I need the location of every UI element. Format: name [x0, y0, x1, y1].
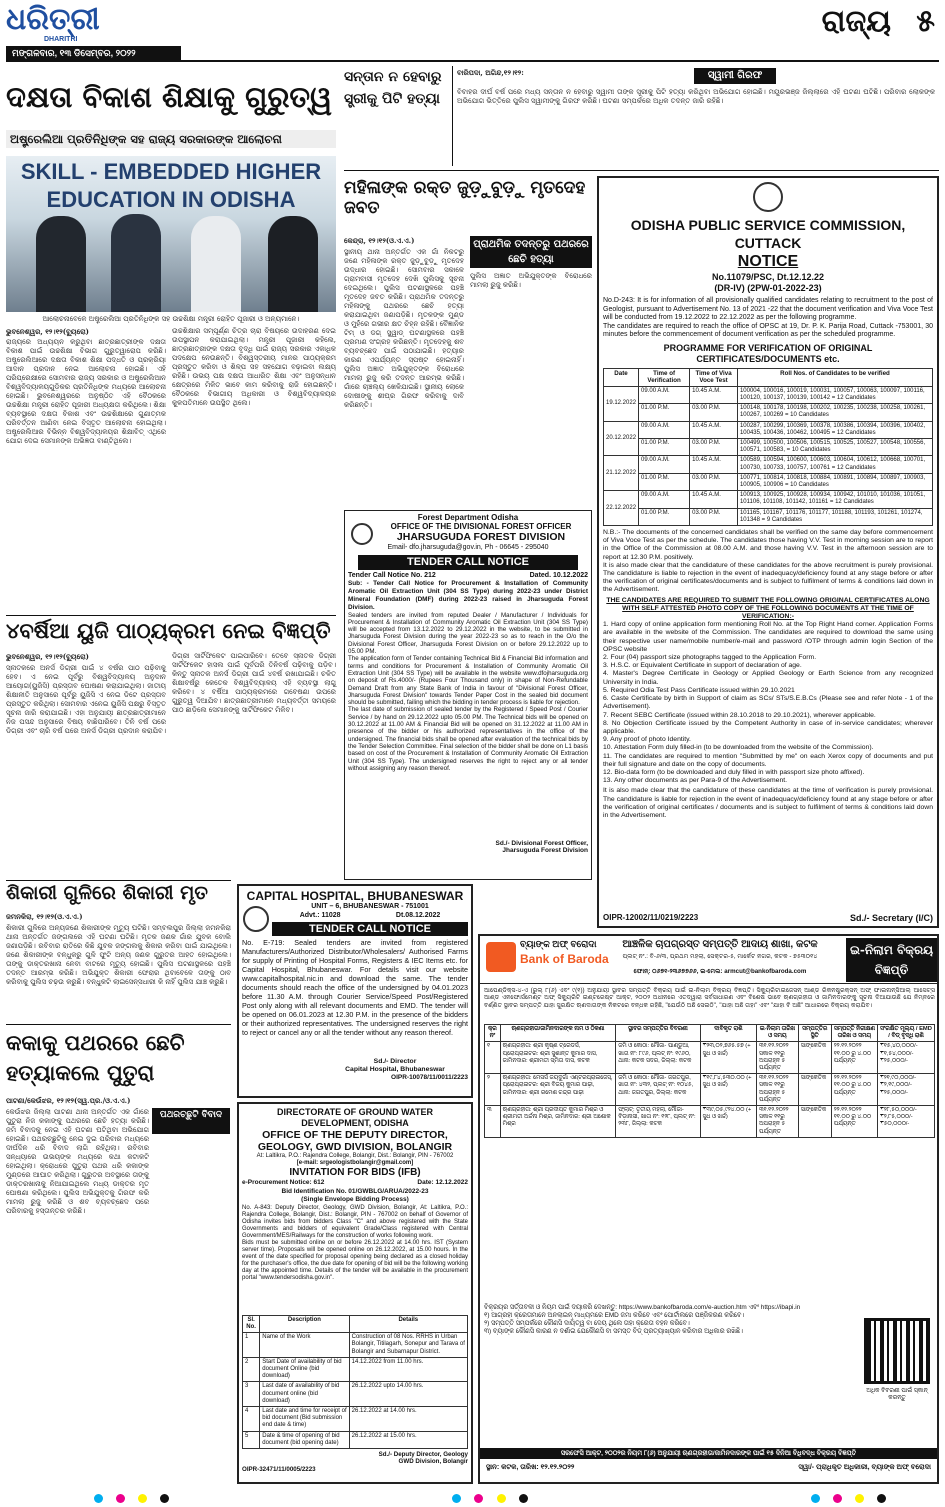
table-cell: ୨୨.୧୨.୨୦୨୨ ୧୧.୦୦ ରୁ ୪.୦୦ ପର୍ଯ୍ୟନ୍ତ [831, 1074, 877, 1106]
opsc-doc-item: 4. Master's Degree Certificate in Geology or Applied Geology or Earth Science from any recognized University in India. [603, 670, 933, 686]
story6-dateline: କେନ୍ଦ୍ରା, ୧୨।୧୨(ଓ.ଏ.ଏ.) [344, 236, 415, 245]
divider [6, 880, 231, 881]
forest-ad-title: TENDER CALL NOTICE [358, 555, 578, 570]
opsc-docs-list [603, 621, 933, 785]
table-cell: 03.00 P.M. [690, 404, 738, 421]
story1-body-right: ଉଚ୍ଚଶିକ୍ଷାର ସମ୍ପୂର୍ଣ୍ଣ ଚିତ୍ର ଚାରା ବିଷୟରେ ଉଦାହରଣ ଦେଇ ଉପସ୍ଥାପନ କରାଯାଇଥିଲା। ମନ୍ତ୍ରୀ ପୂଜାରୀ କହିଲେ, ଛାତ୍ରଛାତ୍ରୀଙ୍କ ଦକ୍ଷତା ବୃଦ୍ଧି ପାଇଁ ରାଜ୍ୟ ସରକାର ଏକାଧିକ ପଦକ୍ଷେପ ନେଉଛନ୍ତି। ବିଶ୍ୱସ୍ତରୀୟ ମାନର ପାଠ୍ୟକ୍ରମ ପ୍ରସ୍ତୁତ କରିବା ଓ ଶିଳ୍ପ ସହ ସହଯୋଗ ବଢ଼ାଇବା ଲକ୍ଷ୍ୟ ରହିଛି। ଉଭୟ ପକ୍ଷ ଦକ୍ଷତା ଆଧାରିତ ଶିକ୍ଷା ଏବଂ ଅନୁସନ୍ଧାନ କ୍ଷେତ୍ରରେ ମିଳିତ ଭାବେ କାମ କରିବାକୁ ରାଜି ହୋଇଛନ୍ତି। ବୈଠକରେ ବିଭାଗୀୟ ଅଧିକାରୀ ଓ ବିଶ୍ୱବିଦ୍ୟାଳୟର କୁଳପତିମାନେ ଉପସ୍ଥିତ ଥିଲେ। [172, 327, 339, 407]
divider [6, 615, 336, 616]
magenta-swatch [474, 1494, 483, 1503]
table-cell: 5 [243, 1431, 260, 1448]
table-row [604, 386, 933, 403]
gwd-date: Date: 12.12.2022 [417, 1179, 468, 1186]
table-row [604, 473, 933, 490]
table-cell: Construction of 08 Nos. RRHS in Urban Bolangir, Titilagarh, Sonepur and Tarava of Bolangir and Subarnapur District. [349, 1333, 467, 1358]
story4-kicker: ପଥରଚ୍ଛୁଟି ବିବାଦ [152, 1108, 230, 1134]
table-cell: ₹୨୧,୯୦,୦୦୦/- ₹୨,୧୯,୦୦୦/- ₹୨୫,୦୦୦/- [877, 1074, 934, 1106]
black-swatch [519, 1494, 528, 1503]
table-cell: ଋଣଗ୍ରହୀତା: ଶ୍ରୀ କୃଷ୍ଣ ଟ୍ରେଡର୍ସ, ପ୍ରୋପ୍ରାଇଟର: ଶ୍ରୀ ସୁଶାନ୍ତ କୁମାର ଦାସ, ଜାମିନଦାର: ଶ୍ରୀମତୀ ସ୍ମିତା ଦାସ, କଟକ [500, 1042, 616, 1074]
table-cell: 01.00 P.M. [639, 439, 690, 456]
hospital-advt: Advt.: 11028 [299, 911, 341, 919]
table-row [485, 1074, 935, 1106]
gwd-procure-no: e-Procurement Notice: 612 [242, 1179, 325, 1186]
table-row [243, 1382, 468, 1407]
opsc-intro: No.D-243: It is for information of all provisionally qualified candidates relating to recruitment to the post of Geologist, pursuant to Advertisement No. 13 of 2021 -22 that the document verification and Viva Voce Test will be conducted from 19.12.2022 to 22.12.2022 as per the following programme. The candidates are required to reach the office of OPSC at 19, Dr. P. K. Parija Road, Cuttack -753001, 30 minutes before the commencement of document verification as per the scheduled programme. [603, 297, 933, 339]
forest-emblem-icon [351, 523, 373, 545]
opsc-emblem-icon [753, 182, 783, 212]
table-cell: ୩୧.୧୨.୨୦୨୨ ସକାଳ ୧୧ରୁ ଅପରାହ୍ନ ୫ ପର୍ଯ୍ୟନ୍ତ [756, 1042, 798, 1074]
table-cell: ₹୨୮,୫୦,୦୦୦/- ₹୨,୮୫,୦୦୦/- ₹୫୦,୦୦୦/- [877, 1106, 934, 1138]
table-cell: ୩ [485, 1106, 501, 1138]
table-cell: ୧ [485, 1042, 501, 1074]
table-cell: 14.12.2022 from 11.00 hrs. [349, 1357, 467, 1382]
opsc-header-cell: Time of Viva Voce Test [690, 368, 738, 386]
table-row [604, 491, 933, 508]
table-cell: 20.12.2022 [604, 421, 639, 456]
color-swatch-group [448, 1488, 531, 1498]
table-cell: ସାଙ୍କେତିକ [798, 1106, 831, 1138]
forest-ad-dated: Dated. 10.12.2022 [529, 571, 588, 579]
table-cell: 22.12.2022 [604, 491, 639, 526]
opsc-programme-title: PROGRAMME FOR VERIFICATION OF ORIGINAL CERTIFICATES/DOCUMENTS etc. [663, 342, 873, 364]
table-cell: 26.12.2022 upto 14.00 hrs. [349, 1382, 467, 1407]
opsc-header-cell: Date [604, 368, 639, 386]
story2-body-left: ସ୍ନାତକରେ ଅନର୍ସ ଡିଗ୍ରୀ ପାଇଁ ୪ ବର୍ଷର ପାଠ ପଢ଼ିବାକୁ ହେବ। ଏ ନେଇ ପୂର୍ବରୁ ବିଶ୍ୱବିଦ୍ୟାଳୟ ଅନୁଦାନ ଆୟୋଗ(ୟୁଜିସି) ପ୍ରସ୍ତାବ ଘୋଷଣା କରାଯାଇଥିଲା। ଜାତୀୟ ଶିକ୍ଷାନୀତି ଅନୁସାରେ ପୂର୍ବରୁ ୟୁଜିସି ଏ ନେଇ ଡିଟେ ପ୍ରସ୍ତାବ ପ୍ରସ୍ତୁତ କରିଥିଲା। ସୋମବାର ଏନେଇ ୟୁଜିସି ପକ୍ଷରୁ ବିସ୍ତୃତ ସୂଚନା ଜାରି କରାଯାଇଛି। ଏହା ଅନୁଯାୟୀ ଛାତ୍ରଛାତ୍ରୀମାନେ ନିଜ ପସନ୍ଦ ଅନୁସାରେ ବିଷୟ ବାଛିପାରିବେ। ତିନି ବର୍ଷ ପରେ ଡିଗ୍ରୀ ଏବଂ ଚାରି ବର୍ଷ ପରେ ଅନର୍ସ ଡିଗ୍ରୀ ପ୍ରଦାନ କରାଯିବ। [6, 664, 169, 735]
forest-ad-division: JHARSUGUDA FOREST DIVISION [396, 531, 566, 544]
table-cell: Last date of availability of bid document online (bid download) [260, 1382, 349, 1407]
table-cell: ₹୩୯,୦୫,୯୨୪.୦୦ (+ ସୁଧ ଓ ଖର୍ଚ୍ଚ) [700, 1106, 756, 1138]
forest-ad-sign: Sd./- Divisional Forest Officer, Jharsuguda Forest Division [495, 839, 588, 855]
yellow-swatch [497, 1494, 506, 1503]
table-row [604, 439, 933, 456]
table-cell: 01.00 P.M. [639, 508, 690, 525]
hospital-body: No. E-719: Sealed tenders are invited from registered Manufacturers/Authorized Distributor/Wholesalers/ Authorised Farms for supply of Printing of Hospital Forms, Registers & IEC Items etc. for Capital Hospital, Bhubaneswar. For details visit our website www.capitalhospital.nic.in and download the same. The tender documents should reach the office of the undersigned by 04.01.2023 before 11.30 A.M. through Courier Service/Speed Post/Registered Post only along with all relevant documents and EMD. The tender will be opened on 06.01.2023 at 12.30 P.M. in the presence of the bidders or their authorized representatives. The undersigned reserves the right to reject or cancel any or all the tender without any reason thereof. [242, 938, 468, 1038]
story5-body: ବିବାହର ଦୀର୍ଘ ବର୍ଷ ପରେ ମଧ୍ୟ ସନ୍ତାନ ନ ହେବାରୁ ସ୍ୱାମୀ ତାଙ୍କ ସ୍ତ୍ରୀକୁ ପିଟି ହତ୍ୟା କରିଥିବା ଅଭିଯୋଗ ହୋଇଛି। ମୟୂରଭଞ୍ଜ ଜିଲ୍ଲାରେ ଏହି ଘଟଣା ଘଟିଛି। ପରିବାର ଲୋକଙ୍କ ଅଭିଯୋଗ ଭିତ୍ତିରେ ପୁଲିସ ସ୍ୱାମୀଙ୍କୁ ଗିରଫ କରିଛି। ଘଟଣା ସମ୍ପର୍କରେ ଅଧିକ ତଦନ୍ତ ଜାରି ରହିଛି। [457, 88, 938, 105]
table-cell: 09.00 A.M. [639, 491, 690, 508]
table-cell: Date & time of opening of bid document (bid opening date) [260, 1431, 349, 1448]
section-label: ରାଜ୍ୟ [821, 4, 891, 39]
story5-kicker: ସ୍ୱାମୀ ଗିରଫ [694, 68, 776, 84]
person-silhouette [111, 214, 161, 312]
bob-header-cell: ଇ-ନିଲାମ ତାରିଖ ଓ ସମୟ [756, 1025, 798, 1042]
table-cell: ₹୧୯,୮୪,୫୩୦.୦୦ (+ ସୁଧ ଓ ଖର୍ଚ୍ଚ) [700, 1074, 756, 1106]
hospital-title: CAPITAL HOSPITAL, BHUBANESWAR [246, 889, 464, 903]
table-cell: ₹୨୩,୦୨,୭୬୫.୫୭ (+ ସୁଧ ଓ ଖର୍ଚ୍ଚ) [700, 1042, 756, 1074]
bob-address: ପ୍ଲଟ୍ ନଂ.: ବି-୬/୩, ପ୍ରଥମ ମହଲା, ସେକ୍ଟର-୫, ମାର୍କେଟ ନଗର, କଟକ - ୭୫୩୦୧୪ [622, 953, 818, 960]
gwd-body: No. A-843: Deputy Director, Geology, GWD Division, Bolangir, At: Laltikra, P.O.: Rajendra College, Bolangir, Dist.: Bolangir, PIN - 767002 on behalf of Governor of Odisha invites bids from bidders Class "C" and above registered with the State Governments and bidders of equivalent Grade/Class registered with Central Government/MES/Railways for the construction of works following work. Bids must be submitted online on or before 26.12.2022 at 14.00 hrs. IST (System server time). Proposals will be opened online on 26.12.2022, at 15.00 hours. In the event of the date specified for proposal opening being declared as a closed holiday for the purchaser's office, the due date for opening of bid will be the following working day at the appointed time. Details of the tender will be available in the procurement portal "www.tendersodisha.gov.in". [242, 1204, 468, 1281]
masthead-rule [6, 60, 939, 62]
forest-ad-body: Sealed tenders are invited from reputed Dealer / Manufacturer / Individuals for Procurement & Installation of Community Aromatic Oil Extraction Unit (304 SS Type) will be accepted from 13.12.2022 to 29.12.2022 in the website, to be submitted in Jharsuguda Forest Division during the year 2022-23 so as to reach in the O/o the Divisional Forest Officer, Jharsuguda Forest Division on or before 29.12.2022 up to 05.00 PM. The application form of Tender containing Technical Bid & Financial Bid information and terms and conditions for Procurement & Installation of Community Aromatic Oil Extraction Unit (304 SS Type) will be available in the website www.dfojharsuguda.org on deposit of Rs.4000/- (Rupees Four Thousand only) in shape of Non-Refundable Demand Draft from any State Bank of India in favour of "Divisional Forest Officer, Jharsuguda Forest Division" towards Tender Paper Cost in the sealed bid document should be submitted, failing which the bidding in tender process is liable for rejection. The last date of submission of sealed tender by the Registered / Speed Post / Courier Service / by hand on 29.12.2022 upto 05.00 PM. The Technical bids will be opened on 30.12.2022 at 11.00 AM & Financial Bid will be opened on 31.12.2022 at 11.00 AM in presence of the bidder or his authorized representatives in the office of the undersigned. The financial bids shall be opened after evaluation of the technical bids by the Tender Selection Committee. Final selection of the bidder shall be done on L1 basis based on cost of the Procurement & Installation of Community Aromatic Oil Extraction Unit (304 SS Type). The undersigned reserves the right to reject any or all tender without assigning any reason thereof. [348, 611, 588, 772]
table-row [243, 1431, 468, 1448]
table-cell: 100771, 100814, 100818, 100884, 100891, 100894, 100897, 100903, 100905, 100906 = 10 Candidates [737, 473, 932, 490]
yellow-swatch [855, 1494, 864, 1503]
story3-headline: ଶିକାରୀ ଗୁଳିରେ ଶିକାରୀ ମୃତ [6, 882, 208, 904]
table-cell: 09.00 A.M. [639, 421, 690, 438]
hospital-sign: Sd./- Director Capital Hospital, Bhubaneswar [345, 1058, 445, 1074]
black-swatch [877, 1494, 886, 1503]
story2-body-right: ଡିଗ୍ରୀ ସାର୍ଟିଫିକେଟ ପାଇପାରିବେ। ତେବେ ସ୍ନାତକ ଡିଗ୍ରୀ ସାର୍ଟିଫିକେଟ ହାସଲ ପାଇଁ ପୂର୍ବପରି ତିନିବର୍ଷ ପଢ଼ିବାକୁ ପଡ଼ିବ। କିନ୍ତୁ ସ୍ନାତକ ଅନର୍ସ ଡିଗ୍ରୀ ପାଇଁ ୪ବର୍ଷ ରଖାଯାଇଛି। ଚଳିତ ଶିକ୍ଷାବର୍ଷରୁ କେତେକ ବିଶ୍ୱବିଦ୍ୟାଳୟ ଏହି ବ୍ୟବସ୍ଥା ଲାଗୁ କରିବେ। ୪ ବର୍ଷିଆ ପାଠ୍ୟକ୍ରମରେ ଗବେଷଣା ଉପରେ ଗୁରୁତ୍ୱ ଦିଆଯିବ। ଛାତ୍ରଛାତ୍ରୀମାନେ ମଧ୍ୟବର୍ତ୍ତୀ ସମୟରେ ପାଠ ଛାଡ଼ିଲେ ସେମାନଙ୍କୁ ସାର୍ଟିଫିକେଟ ମିଳିବ। [172, 652, 339, 714]
bob-place: ସ୍ଥାନ: କଟକ, ତାରିଖ: ୧୨.୧୨.୨୦୨୨ [486, 1464, 575, 1471]
bob-footer: ସରଫେସି ଆକ୍ଟ, ୨୦୦୨ର ନିୟମ ୮(୬) ଅନୁଯାୟୀ ଋଣଗ୍ରହୀତା/ଜାମିନଦାରଙ୍କ ପାଇଁ ୧୫ ଦିନିଆ ବିଧିବଦ୍ଧ ବିକ୍ରୟ ବିଜ୍ଞପ୍ତି [480, 1448, 937, 1459]
forest-ad-notice-no: Tender Call Notice No. 212 [348, 571, 436, 579]
table-cell: 10.45 A.M. [690, 386, 738, 403]
table-cell: 09.00 A.M. [639, 386, 690, 403]
story6-headline: ମହିଳାଙ୍କ ରକ୍ତ ଜୁଡ଼ୁବୁଡ଼ୁ ମୃତଦେହ ଜବତ [344, 178, 586, 218]
bob-brand: ବ୍ୟାଙ୍କ ଅଫ୍ ବରୋଦା [520, 939, 597, 949]
opsc-schedule-table [603, 368, 933, 526]
opsc-header-cell: Roll Nos. of Candidates to be verified [737, 368, 932, 386]
table-cell: Start Date of availability of bid document Online (bid download) [260, 1357, 349, 1382]
bob-terms: ବିକ୍ରୟର ସର୍ତ୍ତାବଳୀ ଓ ନିୟମ ପାଇଁ ଦୟାକରି ଦେଖନ୍ତୁ: https://www.bankofbaroda.com/e-auction.htm ଏବଂ https://ibapi.in ୧) ଆଗ୍ରହୀ କ୍ରେତାମାନେ ଅନଲାଇନ୍ ମାଧ୍ୟମରେ EMD ଜମା କରିବେ ଏବଂ ପୋର୍ଟାଲରେ ପଞ୍ଜିକରଣ କରିବେ। ୨) ସମ୍ପତ୍ତି ସମ୍ପର୍କରେ କୌଣସି ଦାୟିତ୍ୱ ବା ଦେୟ ଥିଲେ ତାହା କ୍ରେତା ବହନ କରିବେ। ୩) ବ୍ୟାଙ୍କ କୌଣସି କାରଣ ନ ଦର୍ଶାଇ ଯେକୌଣସି ବା ସମସ୍ତ ବିଡ୍ ପ୍ରତ୍ୟାଖ୍ୟାନ କରିବାର ଅଧିକାର ରଖିଛି। [484, 1304, 801, 1335]
opsc-oipr: OIPR-12002/11/0219/2223 [603, 913, 699, 923]
gwd-process: (Single Envelope Bidding Process) [301, 1196, 409, 1204]
table-cell: 100913, 100925, 100928, 100934, 100942, 101010, 101036, 101051, 101106, 101108, 101142, 101161 = 12 Candidates [737, 491, 932, 508]
gwd-email: [e-mail: srgeologistbolangir@gmail.com] [296, 1160, 414, 1166]
story3-dateline: ଜମନକିରା, ୧୨।୧୨(ଓ.ଏ.ଏ.) [6, 912, 83, 921]
gwd-address: At: Laltikra, P.O.: Rajendra College, Bolangir, Dist.: Bolangir, PIN - 767002 [256, 1153, 454, 1159]
story1-body-left: ରାଜ୍ୟରେ ଅଧ୍ୟୟନ କରୁଥିବା ଛାତ୍ରଛାତ୍ରୀଙ୍କ ଦକ୍ଷତା ବିକାଶ ପାଇଁ ଉଚ୍ଚଶିକ୍ଷା ବିଭାଗ ଗୁରୁତ୍ୱାରୋପ କରିଛି। ଅଷ୍ଟ୍ରେଲିଆରେ ଦକ୍ଷତା ବିକାଶ ଶିକ୍ଷା ପଦ୍ଧତି ଓ ପ୍ରକ୍ରିୟା ଆଦାନ ପ୍ରଦାନ ନେଇ ଆଲୋଚନା ହୋଇଛି। ଏହି ପରିପ୍ରେକ୍ଷୀରେ ସୋମବାର ରାଜ୍ୟ ସରକାର ଓ ଅଷ୍ଟ୍ରେଲିଆନ ବିଶ୍ୱବିଦ୍ୟାଳୟଗୁଡ଼ିକର ପ୍ରତିନିଧିଙ୍କ ମଧ୍ୟରେ ଆଲୋଚନା ହୋଇଛି। ଭୁବନେଶ୍ୱରରେ ଅନୁଷ୍ଠିତ ଏହି ବୈଠକରେ ଉଚ୍ଚଶିକ୍ଷା ମନ୍ତ୍ରୀ ରୋହିତ ପୂଜାରୀ ଅଧ୍ୟକ୍ଷତା କରିଥିଲେ। ଶିକ୍ଷା ବ୍ୟବସ୍ଥାରେ ଦକ୍ଷତା ବିକାଶ ଏବଂ ଉଚ୍ଚଶିକ୍ଷାରେ ଗୁଣାତ୍ମକ ପରିବର୍ତ୍ତନ ଆଣିବା ନେଇ ବିସ୍ତୃତ ଆଲୋଚନା ହୋଇଥିଲା। ଅଷ୍ଟ୍ରେଲିଆର ବିଭିନ୍ନ ବିଶ୍ୱବିଦ୍ୟାଳୟର ଶିକ୍ଷାବିତ୍ ଏଥିରେ ଯୋଗ ଦେଇ ସେମାନଙ୍କ ଅଭିଜ୍ଞତା ବାଣ୍ଟିଥିଲେ। [6, 338, 169, 445]
bob-header-cell: ଦାବିକୃତ ରାଶି [700, 1025, 756, 1042]
table-cell: ଋଣଗ୍ରହୀତା: ମେସର୍ସ ଜୟଦୁର୍ଗା ଏଣ୍ଟରପ୍ରାଇଜେସ୍, ପ୍ରୋପ୍ରାଇଟର: ଶ୍ରୀ ବିଜୟ କୁମାର ପାଢ଼ୀ, ଜାମିନଦାର: ଶ୍ରୀ ରମେଶ ଚନ୍ଦ୍ର ପାଢ଼ୀ [500, 1074, 616, 1106]
gwd-invitation: INVITATION FOR BIDS (IFB) [289, 1167, 421, 1178]
masthead-dateline: ମଙ୍ଗଳବାର, ୧୩ ଡିସେମ୍ବର, ୨୦୨୨ [6, 46, 181, 60]
opsc-doc-item: 11. The candidates are required to mention "Submitted by me" on each Xerox copy of documents and put their full signature and date on the copy of documents. [603, 752, 933, 768]
story1-subhead: ଅଷ୍ଟ୍ରେଲିଆ ପ୍ରତିନିଧିଙ୍କ ସହ ରାଜ୍ୟ ସରକାରଙ୍କ ଆଲୋଚନା [6, 130, 336, 148]
divider [452, 66, 453, 166]
bob-header-cell: କ୍ର ନଂ [485, 1025, 501, 1042]
table-cell: ₹୧୫,୪୦,୦୦୦/- ₹୧,୫୪,୦୦୦/- ₹୨୫,୦୦୦/- [877, 1042, 934, 1074]
bob-sign: ସ୍ୱା/- ପ୍ରାଧିକୃତ ଅଧିକାରୀ, ବ୍ୟାଙ୍କ ଅଫ୍ ବରୋଦା [798, 1464, 931, 1471]
table-cell: 100287, 100299, 100369, 100378, 100386, 100394, 100396, 100402, 100435, 100436, 100462, 100495 = 12 Candidates [737, 421, 932, 438]
table-cell: ଜମି ଓ କୋଠା: ମୌଜା- ଜଗତପୁର, ଖାତା ନଂ: ୪୩୨, ପ୍ଲଟ୍ ନଂ: ୧୦୪୫, ଥାନା: ଜଗତପୁର, ଜିଲ୍ଲା: କଟକ [616, 1074, 700, 1106]
gwd-header-cell: Description [260, 1315, 349, 1332]
table-cell: 19.12.2022 [604, 386, 639, 421]
gwd-ad [237, 1102, 473, 1484]
table-cell: 26.12.2022 at 14.00 hrs. [349, 1407, 467, 1432]
opsc-footer-note: It is also made clear that the candidature of these candidates at the time of verification is purely provisional. The candidature is liable for rejection in the event of inadequacy/deficiency found at any stage before or after the verification of original certificates / documents and is subject to fulfilment of terms & conditions laid down in the Advertisement. [603, 787, 933, 819]
photo-banner: SKILL - EMBEDDED HIGHER EDUCATION IN ODISHA [20, 159, 322, 212]
masthead-logo-sub: DHARITRI [44, 36, 78, 43]
table-cell: ସାଙ୍କେତିକ [798, 1074, 831, 1106]
opsc-doc-item: 7. Recent SEBC Certificate (issued within 28.10.2018 to 29.10.2021), wherever applicable. [603, 711, 876, 719]
opsc-doc-item: 6. Caste Certificate by birth in Support of claim as SCs/ STs/S.E.B.Cs (Please see and refer Note - 1 of the Advertisement). [603, 695, 933, 711]
opsc-doc-item: 9. Any proof of photo Identity. [603, 736, 691, 744]
hospital-ad [237, 884, 473, 1098]
table-row [604, 508, 933, 525]
gwd-header-cell: Details [349, 1315, 467, 1332]
table-cell: 3 [243, 1382, 260, 1407]
bob-header-cell: ସମ୍ପତ୍ତି ନିରୀକ୍ଷଣ ତାରିଖ ଓ ସମୟ [831, 1025, 877, 1042]
table-row [604, 456, 933, 473]
masthead-logo: ଧରିତ୍ରୀ [6, 2, 100, 37]
cyan-swatch [452, 1494, 461, 1503]
table-cell: 01.00 P.M. [639, 404, 690, 421]
story5-headline: ସନ୍ତାନ ନ ହେବାରୁ ସ୍ତ୍ରୀକୁ ପିଟି ହତ୍ୟା [344, 69, 442, 107]
opsc-ref2: (DR-IV) (2PW-01-2022-23) [714, 283, 822, 293]
gwd-office: OFFICE OF THE DEPUTY DIRECTOR, GEOLOGY, GWD DIVISION, BOLANGIR [257, 1129, 453, 1153]
story5-dateline: ବାରିପଦା, ଅଗିନ୍ଦ,୧୨।୧୨: [457, 68, 524, 77]
table-cell: ୩୧.୧୨.୨୦୨୨ ସକାଳ ୧୧ରୁ ଅପରାହ୍ନ ୫ ପର୍ଯ୍ୟନ୍ତ [756, 1074, 798, 1106]
table-cell: 03.00 P.M. [690, 439, 738, 456]
story1-dateline: ଭୁବନେଶ୍ୱର, ୧୨।୧୨(ବ୍ୟୁରୋ) [6, 327, 89, 336]
opsc-ref: No.11079/PSC, Dt.12.12.22 [711, 272, 825, 282]
table-cell: 03.00 P.M. [690, 473, 738, 490]
bob-contact: ଫୋନ୍: ୦୬୭୧-୨୩୬୭୭୬୬, ଇ-ମେଲ: armcut@bankofbaroda.com [633, 968, 807, 975]
table-cell: ୨୨.୧୨.୨୦୨୨ ୧୧.୦୦ ରୁ ୪.୦୦ ପର୍ଯ୍ୟନ୍ତ [831, 1106, 877, 1138]
story6-body-cont: ପୁଲିସ ଅଜ୍ଞାତ ଅଭିଯୁକ୍ତଙ୍କ ବିରୋଧରେ ମାମଲା ରୁଜୁ କରିଛି। [470, 272, 595, 289]
bob-logo-icon [486, 942, 516, 972]
table-cell: 4 [243, 1407, 260, 1432]
table-row [243, 1407, 468, 1432]
opsc-doc-item: 2. Four (04) passport size photographs tagged to the Application Form. [603, 654, 817, 662]
opsc-ad [597, 176, 939, 928]
bob-header-cell: ସମ୍ପତ୍ତିର ସ୍ଥିତି [798, 1025, 831, 1042]
black-swatch [160, 1494, 169, 1503]
table-cell: ସାଙ୍କେତିକ [798, 1042, 831, 1074]
opsc-doc-item: 10. Attestation Form duly filled-in (to be downloaded from the website of the Commission). [603, 744, 874, 752]
opsc-docs-title: THE CANDIDATES ARE REQUIRED TO SUBMIT THE FOLLOWING ORIGINAL CERTIFICATES ALONG WITH SELF ATTESTED PHOTO COPY OF THE FOLLOWING DOCUMENTS AT THE TIME OF VERIFICATION:- [606, 596, 930, 621]
story6-kicker: ପ୍ରାଥମିକ ତଦନ୍ତରୁ ପଥରରେ ଛେଚି ହତ୍ୟା [470, 236, 592, 268]
bob-header [480, 936, 937, 984]
table-cell: 101165, 101167, 101176, 101177, 101188, 101193, 101261, 101274, 101348 = 9 Candidates [737, 508, 932, 525]
opsc-nb: N.B.:- The documents of the concerned candidates shall be verified on the same day before commencement of Viva Voce Test as per the schedule. The candidates those having V.V. Test in morning session are to report in the Office of the Commission at 08.00 A.M. and those having V.V. Test in the afternoon session are to report at 12.30 P.M. positively. It is also made clear that the candidature of these candidates for the above recruitment is purely provisional. The candidature is liable to rejection in the event of inadequacy/deficiency found at any stage before or after the verification of original certificates/documents and is subject to fulfilment of terms & conditions laid down in the Advertisement. [603, 529, 933, 594]
story6-body: ସ୍ଥାନୀୟ ଥାନା ଅନ୍ତର୍ଗତ ଏକ ଗାଁ ନିକଟରୁ ଜଣେ ମହିଳାଙ୍କ ରକ୍ତ ଜୁଡ଼ୁବୁଡ଼ୁ ମୃତଦେହ ଉଦ୍ଧାର ହୋଇଛି। ସୋମବାର ସକାଳେ ଗ୍ରାମବାସୀ ମୃତଦେହ ଦେଖି ପୁଲିସକୁ ସୂଚନା ଦେଇଥିଲେ। ପୁଲିସ ଘଟଣାସ୍ଥଳରେ ପହଞ୍ଚି ମୃତଦେହ ଜବତ କରିଛି। ପ୍ରାଥମିକ ତଦନ୍ତରୁ ମହିଳାଙ୍କୁ ପଥରରେ ଛେଚି ହତ୍ୟା କରାଯାଇଥିବା ଜଣାପଡ଼ିଛି। ମୃତକଙ୍କ ମୁଣ୍ଡ ଓ ମୁହଁରେ ଗଭୀର କ୍ଷତ ଚିହ୍ନ ରହିଛି। ବୈଜ୍ଞାନିକ ଟିମ୍ ଓ ଡଗ୍ ସ୍କ୍ୱାଡ୍ ଘଟଣାସ୍ଥଳରେ ପହଞ୍ଚି ପ୍ରମାଣ ସଂଗ୍ରହ କରିଛନ୍ତି। ମୃତଦେହକୁ ଶବ ବ୍ୟବଚ୍ଛେଦ ପାଇଁ ପଠାଯାଇଛି। ହତ୍ୟାର କାରଣ ଏପର୍ଯ୍ୟନ୍ତ ସ୍ପଷ୍ଟ ହୋଇନାହିଁ। ପୁଲିସ ଅଜ୍ଞାତ ଅଭିଯୁକ୍ତଙ୍କ ବିରୋଧରେ ମାମଲା ରୁଜୁ କରି ତଦନ୍ତ ଆରମ୍ଭ କରିଛି। ଗାଁରେ ଚାଞ୍ଚଲ୍ୟ ଖେଳିଯାଇଛି। ସ୍ଥାନୀୟ ଲୋକେ ଦୋଷୀଙ୍କୁ ଶୀଘ୍ର ଗିରଫ କରିବାକୁ ଦାବି କରିଛନ୍ତି। [344, 248, 467, 409]
gwd-sign: Sd./- Deputy Director, Geology GWD Division, Bolangir [378, 1451, 468, 1466]
hospital-oipr: OIPR-10078/11/0011/2223 [391, 1074, 468, 1082]
story4-dateline: ପାଟଣା/କେଉଁଝର, ୧୨।୧୨(ସ୍ୱ.ପ୍ର./ଓ.ଏ.ଏ.) [6, 1096, 131, 1105]
opsc-doc-item: 5. Required Odia Test Pass Certificate issued within 29.10.2021 [603, 686, 795, 694]
page-number: ୫ [916, 4, 935, 39]
opsc-sign: Sd./- Secretary (I/C) [849, 913, 933, 924]
hospital-dated: Dt.08.12.2022 [395, 911, 441, 919]
opsc-footer [603, 914, 933, 923]
opsc-doc-item: 1. Hard copy of online application form mentioning Roll No. at the Top Right Hand corner. Application Forms are available in the website of the Commission. The candidates are required to download the same using their respective user name/mobile number/e-mail and password /OTP through admin login Section of the OPSC website [603, 621, 933, 653]
opsc-notice: NOTICE [737, 253, 799, 270]
gwd-oipr: OIPR-32471/11/0005/2223 [242, 1465, 316, 1473]
color-swatch-group [807, 1488, 890, 1498]
forest-ad-org: Forest Department Odisha [417, 513, 519, 522]
person-silhouette [36, 216, 86, 312]
color-swatch-group [90, 1488, 173, 1498]
gwd-works-table [242, 1315, 468, 1449]
bob-header-cell: ଋଣଗ୍ରହୀତା/ଜାମିନଦାରଙ୍କ ନାମ ଓ ଠିକଣା [500, 1025, 616, 1042]
table-cell: 21.12.2022 [604, 456, 639, 491]
hospital-unit: UNIT – 6, BHUBANESWAR - 751001 [311, 903, 429, 910]
table-cell: 1 [243, 1333, 260, 1358]
table-cell: 100499, 100500, 100506, 100515, 100525, 100527, 100548, 100556, 100571, 100583, = 10 Candidates [737, 439, 932, 456]
forest-ad-email: Email- dfo.jharsuguda@gov.in, Ph - 06645 - 295040 [387, 544, 549, 552]
table-cell: 10.45 A.M. [690, 421, 738, 438]
table-cell: 10.45 A.M. [690, 456, 738, 473]
divider [344, 170, 939, 171]
table-cell: 100589, 100594, 100600, 100603, 100604, 100612, 100668, 100701, 100730, 100733, 100757, 100761 = 12 Candidates [737, 456, 932, 473]
table-row [485, 1042, 935, 1074]
bob-header-cell: ସଂରକ୍ଷିତ ମୂଲ୍ୟ / EMD / ବିଡ୍ ବୃଦ୍ଧି ରାଶି [877, 1025, 934, 1042]
opsc-doc-item: 12. Bio-data form (to be downloaded and duly filled in with passport size photo affixed). [603, 768, 865, 776]
hospital-heading: TENDER CALL NOTICE [272, 922, 468, 936]
table-cell: ୨ [485, 1074, 501, 1106]
gwd-header-cell: Sl. No. [243, 1315, 260, 1332]
opsc-doc-item: 8. No Objection Certificate issued by the Competent Authority in case of in-service candidates; wherever applicable. [603, 719, 933, 735]
masthead [6, 4, 939, 58]
table-cell: 100148, 100178, 100198, 100202, 100235, 100238, 100258, 100261, 100267, 100269 = 10 Candidates [737, 404, 932, 421]
table-cell: 10.45 A.M. [690, 491, 738, 508]
forest-ad-office: OFFICE OF THE DIVISIONAL FOREST OFFICER [390, 521, 572, 531]
story1-caption: ଆଲୋଚନାବେଳେ ଅଷ୍ଟ୍ରେଲିଆ ପ୍ରତିନିଧିଙ୍କ ସହ ଉଚ୍ଚଶିକ୍ଷା ମନ୍ତ୍ରୀ ରୋହିତ ପୂଜାରୀ ଓ ଅନ୍ୟମାନେ। [42, 315, 300, 323]
table-cell: 09.00 A.M. [639, 456, 690, 473]
table-cell: Name of the Work [260, 1333, 349, 1358]
story1-photo [6, 156, 336, 312]
story3-body: ଶିକାରୀ ଗୁଳିରେ ଅନ୍ୟଜଣେ ଶିକାରୀଙ୍କ ମୃତ୍ୟୁ ଘଟିଛି। ସମ୍ବଲପୁର ଜିଲ୍ଲା ଜମନକିରା ଥାନା ଅନ୍ତର୍ଗତ ଜଙ୍ଗଲରେ ଏହି ଘଟଣା ଘଟିଛି। ମୃତକ ଜଣକ ଗାଁର ଯୁବକ ବୋଲି ଜଣାପଡ଼ିଛି। ରବିବାର ରାତିରେ କିଛି ଯୁବକ ଜଙ୍ଗଲକୁ ଶିକାର କରିବା ପାଇଁ ଯାଇଥିଲେ। ଜଣେ ଶିକାରୀଙ୍କ ବନ୍ଧୁକରୁ ଗୁଳି ଫୁଟି ଅନ୍ୟ ଜଣକ ଗୁରୁତର ଆହତ ହୋଇଥିଲେ। ତାଙ୍କୁ ଡାକ୍ତରଖାନା ନେବା ବାଟରେ ମୃତ୍ୟୁ ହୋଇଛି। ପୁଲିସ ଘଟଣାସ୍ଥଳରେ ପହଞ୍ଚି ତଦନ୍ତ ଆରମ୍ଭ କରିଛି। ଅଭିଯୁକ୍ତ ଶିକାରୀ ଫେରାର ଥିବାବେଳେ ତାଙ୍କୁ ଠାବ କରିବାକୁ ପୁଲିସ ଚଢ଼ଉ କରୁଛି। ବନ୍ଧୁକଟି ଲାଇସେନ୍ସଧାରୀ କି ନାହିଁ ପୁଲିସ ଯାଞ୍ଚ କରୁଛି। [6, 924, 234, 986]
opsc-title: ODISHA PUBLIC SERVICE COMMISSION, CUTTACK [630, 217, 906, 251]
person-silhouette [268, 216, 318, 312]
person-silhouette [191, 216, 241, 312]
table-row [604, 404, 933, 421]
opsc-doc-item: 13. Any other documents as per Para-9 of the Advertisement. [603, 777, 787, 785]
table-row [243, 1333, 468, 1358]
opsc-header-cell: Time of Verification [639, 368, 690, 386]
table-cell: ଜମି ଓ କୋଠା: ମୌଜା- ପାଣ୍ଡୁଆ, ଖାତା ନଂ: ୮୯୬, ପ୍ଲଟ୍ ନଂ: ୧୯୬୦, ଥାନା: କଟକ ସଦର, ଜିଲ୍ଲା: କଟକ [616, 1042, 700, 1074]
forest-ad [344, 510, 592, 880]
bob-brand-en: Bank of Baroda [520, 952, 609, 966]
bob-header-cell: ସ୍ଥାବର ସମ୍ପତ୍ତିର ବିବରଣୀ [616, 1025, 700, 1042]
bob-intro: ଆପେଣ୍ଡିକ୍ସ-୪-ଏ (ରୁଲ୍ ୮(୬) ଏବଂ ୯(୧)) ଅନୁଯାୟୀ ସ୍ଥାବର ସମ୍ପତ୍ତି ବିକ୍ରୟ ପାଇଁ ଇ-ନିଲାମ ବିକ୍ରୟ ବିଜ୍ଞପ୍ତି। ସିକ୍ୟୁରିଟାଇଜେସନ୍ ଆଣ୍ଡ ରିକନଷ୍ଟ୍ରକ୍ସନ୍ ଅଫ୍ ଫାଇନାନ୍ସିଆଲ୍ ଆସେଟ୍ସ ଆଣ୍ଡ ଏନଫୋର୍ସମେଣ୍ଟ ଅଫ୍ ସିକ୍ୟୁରିଟି ଇଣ୍ଟରେଷ୍ଟ ଆକ୍ଟ, ୨୦୦୨ ଅଧୀନରେ ଏତଦ୍ୱାରା ସର୍ବସାଧାରଣ ଏବଂ ବିଶେଷ ଭାବେ ଋଣଗ୍ରହୀତା ଓ ଜାମିନଦାରଙ୍କୁ ସୂଚନା ଦିଆଯାଉଛି ଯେ ନିମ୍ନରେ ବର୍ଣ୍ଣିତ ସ୍ଥାବର ସମ୍ପତ୍ତି ଯାହା ସୁରକ୍ଷିତ ଋଣଦାତାଙ୍କ ନିକଟରେ ବନ୍ଧକ ରହିଛି, "ଯେଉଁଠି ଅଛି ସେଇଠି", "ଯାହା ଅଛି ତାହା" ଏବଂ "ଯାହା ବି ଅଛି" ଆଧାରରେ ବିକ୍ରୟ କରାଯିବ। [484, 987, 935, 1009]
table-cell: 03.00 P.M. [690, 508, 738, 525]
table-cell: ଋଣଗ୍ରହୀତା: ଶ୍ରୀ ପ୍ରଦୀପ୍ତ କୁମାର ମିଶ୍ର ଓ ଶ୍ରୀମତୀ ଅର୍ଚ୍ଚନା ମିଶ୍ର, ଜାମିନଦାର: ଶ୍ରୀ ଅଶୋକ ମିଶ୍ର [500, 1106, 616, 1138]
bob-branch: ଆଞ୍ଚଳିକ ଚାପଗ୍ରସ୍ତ ସମ୍ପତ୍ତି ଆଦାୟ ଶାଖା, କଟକ [622, 939, 818, 950]
table-cell: 26.12.2022 at 15.00 hrs. [349, 1431, 467, 1448]
bob-table-wrap [484, 1024, 935, 1300]
table-cell: 2 [243, 1357, 260, 1382]
story1-headline: ଦକ୍ଷତା ବିକାଶ ଶିକ୍ଷାକୁ ଗୁରୁତ୍ୱ [6, 80, 333, 114]
gwd-bid-id: Bid Identification No. 01/GWBLG/ARUA/2022-23 [281, 1187, 429, 1195]
story2-headline: ୪ବର୍ଷିଆ ୟୁଜି ପାଠ୍ୟକ୍ରମ ନେଇ ବିଜ୍ଞପ୍ତି [6, 618, 331, 643]
forest-ad-sub: Sub: - Tender Call Notice for Procurement & Installation of Community Aromatic Oil Extraction Unit (304 SS Type) during 2022-23 under District Mineral Foundation (DMF) during 2022-23 raised in Jharsuguda Forest Division. [348, 580, 588, 611]
bob-ad [478, 934, 939, 1484]
table-cell: ଫ୍ଲାଟ୍: ତୃତୀୟ ମହଲା, ମୌଜା- ବିଡ଼ାନାସୀ, ଖାତା ନଂ: ୧୨୮, ପ୍ଲଟ୍ ନଂ: ୨୩୮, ଜିଲ୍ଲା: କଟକ [616, 1106, 700, 1138]
table-row [604, 421, 933, 438]
story4-body: କେଉଁଝର ଜିଲ୍ଲା ପାଟଣା ଥାନା ଅନ୍ତର୍ଗତ ଏକ ଗାଁରେ ପୁତୁରା ନିଜ କକାଙ୍କୁ ପଥରରେ ଛେଚି ହତ୍ୟା କରିଛି। ଜମି ବିବାଦକୁ ନେଇ ଏହି ଘଟଣା ଘଟିଥିବା ଅଭିଯୋଗ ହୋଇଛି। ପଥରଚ୍ଛୁଟିକୁ ନେଇ ଦୁଇ ପରିବାର ମଧ୍ୟରେ ଦୀର୍ଘଦିନ ଧରି ବିବାଦ ଲାଗି ରହିଥିଲା। ରବିବାର ସନ୍ଧ୍ୟାରେ ଉଭୟଙ୍କ ମଧ୍ୟରେ କଥା କଟାକଟି ହୋଇଥିଲା। କ୍ରୋଧରେ ପୁତୁରା ପଥର ଧରି କକାଙ୍କ ମୁଣ୍ଡରେ ଆଘାତ କରିଥିଲା। ଗୁରୁତର ଅବସ୍ଥାରେ ତାଙ୍କୁ ଡାକ୍ତରଖାନାକୁ ନିଆଯାଇଥିଲେ ମଧ୍ୟ ଡାକ୍ତର ମୃତ ଘୋଷଣା କରିଥିଲେ। ପୁଲିସ ଅଭିଯୁକ୍ତକୁ ଗିରଫ କରି ମାମଲା ରୁଜୁ କରିଛି ଓ ଶବ ବ୍ୟବଚ୍ଛେଦ ପରେ ପରିବାରକୁ ହସ୍ତାନ୍ତର କରିଛି। [6, 1108, 152, 1215]
bob-qr-caption: ଅଧିକ ବିବରଣୀ ପାଇଁ ସ୍କାନ୍ କରନ୍ତୁ [866, 1388, 928, 1401]
hospital-emblem-icon [243, 906, 269, 932]
table-row [485, 1106, 935, 1138]
cyan-swatch [94, 1494, 103, 1503]
bob-auction-table [484, 1024, 935, 1138]
table-cell: Last date and time for receipt of bid document (Bid submission end date & time) [260, 1407, 349, 1432]
magenta-swatch [833, 1494, 842, 1503]
bob-qr-code [864, 1318, 930, 1384]
table-row [243, 1357, 468, 1382]
opsc-doc-item: 3. H.S.C. or Equivalent Certificate in support of declaration of age. [603, 662, 802, 670]
table-cell: 01.00 P.M. [639, 473, 690, 490]
table-cell: 100004, 100016, 100019, 100031, 100057, 100063, 100097, 100116, 100120, 100137, 100139, 100142 = 12 Candidates [737, 386, 932, 403]
registration-marks [90, 1488, 890, 1498]
table-cell: ୨୨.୧୨.୨୦୨୨ ୧୧.୦୦ ରୁ ୪.୦୦ ପର୍ଯ୍ୟନ୍ତ [831, 1042, 877, 1074]
yellow-swatch [138, 1494, 147, 1503]
bob-auction-title: ଇ-ନିଲାମ ବିକ୍ରୟ ବିଜ୍ଞପ୍ତି [846, 938, 937, 982]
magenta-swatch [116, 1494, 125, 1503]
cyan-swatch [811, 1494, 820, 1503]
divider [6, 1024, 231, 1025]
table-cell: ୩୧.୧୨.୨୦୨୨ ସକାଳ ୧୧ରୁ ଅପରାହ୍ନ ୫ ପର୍ଯ୍ୟନ୍ତ [756, 1106, 798, 1138]
gwd-title: DIRECTORATE OF GROUND WATER DEVELOPMENT, ODISHA [277, 1107, 433, 1128]
story2-dateline: ଭୁବନେଶ୍ୱର, ୧୨।୧୨(ବ୍ୟୁରୋ) [6, 652, 89, 661]
story4-headline: କକାକୁ ପଥରରେ ଛେଚି ହତ୍ୟାକଲେ ପୁତୁରା [6, 1030, 185, 1085]
